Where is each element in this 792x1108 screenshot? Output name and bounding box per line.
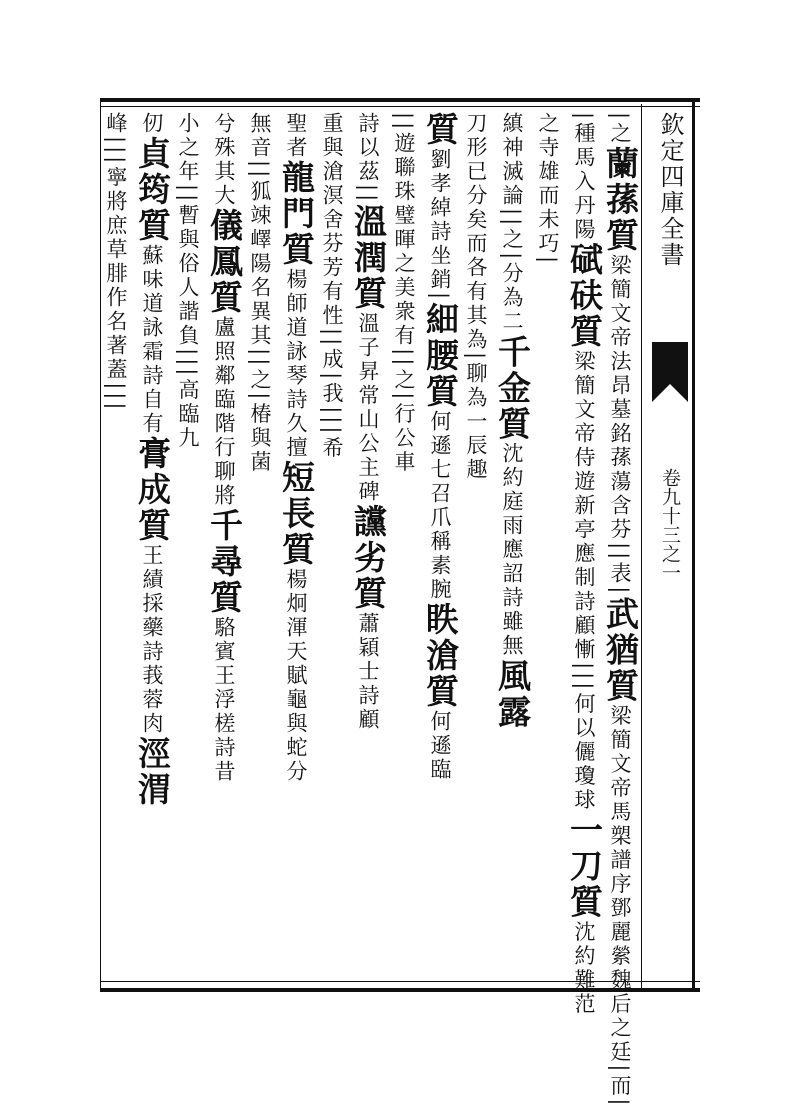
entry-text: 梁簡文帝侍遊新亭應制詩 xyxy=(572,350,596,615)
top-border xyxy=(100,98,700,102)
entry-heading: 質 xyxy=(133,208,172,244)
entry-heading: 質 xyxy=(205,280,244,316)
text-column xyxy=(134,112,170,978)
entry-text: 芬芳有性||成| xyxy=(320,232,344,383)
entry-heading: 儀鳳 xyxy=(205,208,244,280)
entry-heading: 質 xyxy=(421,112,460,148)
entry-text: 縝神滅論||之|分為二 xyxy=(500,112,524,335)
entry-text: 仞 xyxy=(140,112,164,136)
margin-divider xyxy=(641,104,642,988)
entry-heading: 膏成 xyxy=(133,436,172,508)
entry-text: |之 xyxy=(608,112,632,147)
entry-text: 沈約 xyxy=(572,920,596,969)
entry-heading: 質 xyxy=(277,532,316,568)
entry-heading: 龍門 xyxy=(277,160,316,232)
entry-text: 盧照鄰臨階行聊將 xyxy=(212,316,236,508)
entry-text: 駱賓王浮槎詩昔 xyxy=(212,616,236,784)
entry-heading: 質 xyxy=(205,580,244,616)
entry-text: 沈約庭雨應詔詩雖無 xyxy=(500,442,524,659)
entry-heading: 質 xyxy=(493,406,532,443)
entry-text: 梁簡文帝法昂墓銘 xyxy=(608,254,632,447)
text-column xyxy=(350,112,386,978)
entry-text: 顧慚|| xyxy=(572,614,596,683)
entry-heading: 質 xyxy=(349,576,388,613)
entry-text: 之美衆有||之| xyxy=(392,252,416,403)
entry-text: 我|||希 xyxy=(320,382,344,461)
text-column xyxy=(530,112,566,978)
entry-heading: 質 xyxy=(133,508,172,544)
entry-text: 異其||之|椿與菌 xyxy=(248,300,272,475)
entry-heading: 質 xyxy=(277,232,316,268)
entry-text: ||狐竦嶧陽名 xyxy=(248,160,272,301)
text-column xyxy=(565,112,604,1017)
entry-text: 難范 xyxy=(572,968,596,1017)
entry-text: 劉孝綽詩坐銷| xyxy=(428,148,452,303)
entry-heading: 千金 xyxy=(493,334,532,407)
entry-heading: 質 xyxy=(565,884,604,921)
entry-heading: 短長 xyxy=(277,460,316,532)
text-column xyxy=(242,112,278,978)
entry-text: 作名著蓋||| xyxy=(104,286,128,413)
entry-heading: 質 xyxy=(565,314,604,351)
entry-text: 行公車 xyxy=(392,402,416,475)
entry-heading: 蘭蓀 xyxy=(601,146,640,219)
text-column xyxy=(278,112,314,978)
entry-text: 刀形已分矣而各有其為 xyxy=(464,112,488,352)
entry-text: |||寧將庶草腓 xyxy=(104,136,128,287)
entry-heading: 千尋 xyxy=(205,508,244,580)
entry-text: 蓀蕩含芬||表| xyxy=(608,446,632,597)
entry-text: 溫子昇常山公主碑 xyxy=(356,312,380,505)
entry-text: |種馬入丹陽 xyxy=(572,112,596,243)
entry-text: 王績採藥詩莪蓉肉 xyxy=(140,544,164,736)
entry-heading: 質 xyxy=(349,276,388,313)
entry-heading: 風露 xyxy=(493,658,532,731)
entry-heading: 質 xyxy=(421,674,460,711)
entry-text: 蘇味道詠霜詩自有 xyxy=(140,244,164,436)
text-column xyxy=(206,112,242,978)
entry-heading: 讜劣 xyxy=(349,504,388,577)
entry-text: 何遜七召爪稱素腕 xyxy=(428,410,452,603)
entry-text: | xyxy=(536,256,560,267)
entry-text: 重與滄溟舍 xyxy=(320,112,344,232)
entry-text: |聊為一辰趣 xyxy=(464,352,488,483)
entry-text: 之寺雄而未巧 xyxy=(536,112,560,256)
entry-heading: 涇渭 xyxy=(133,736,172,808)
entry-heading: 一刀 xyxy=(565,812,604,885)
entry-text: 小之年 xyxy=(176,112,200,184)
entry-heading: 武猶質 xyxy=(601,596,640,705)
entry-text: 楊師道詠琴詩久擅 xyxy=(284,268,308,460)
entry-heading: 碔砆 xyxy=(565,242,604,315)
volume-label: 卷九十三之一 xyxy=(659,468,681,582)
entry-text: ||暫與俗人諧 xyxy=(176,184,200,325)
entry-heading: 質 xyxy=(601,218,640,255)
text-column xyxy=(494,112,530,978)
right-border xyxy=(692,100,695,990)
book-title: 欽定四庫全書 xyxy=(656,112,684,268)
top-border-thin xyxy=(100,106,700,107)
text-column xyxy=(422,112,458,978)
entry-heading: 細腰 xyxy=(421,302,460,375)
text-columns xyxy=(104,112,640,1108)
text-column xyxy=(170,112,206,978)
entry-text: |何以儷瓊球 xyxy=(572,682,596,813)
entry-text: 峰 xyxy=(104,112,128,136)
entry-text: 楊炯渾天賦龜與蛇分 xyxy=(284,568,308,784)
entry-text: 兮殊其大 xyxy=(212,112,236,208)
entry-text: 何遜臨 xyxy=(428,710,452,783)
entry-text: ||遊聯珠璧暉 xyxy=(392,112,416,253)
entry-text: 負|||高臨九 xyxy=(176,324,200,451)
entry-text: 詩以茲|| xyxy=(356,112,380,205)
text-column xyxy=(458,112,494,978)
entry-heading: 溫潤 xyxy=(349,204,388,277)
fishtail-mark-icon xyxy=(652,342,688,402)
text-column xyxy=(386,112,422,978)
entry-heading: 貞筠 xyxy=(133,136,172,208)
entry-text: 無音 xyxy=(248,112,272,160)
entry-text: 蕭穎士詩顧 xyxy=(356,612,380,733)
text-column xyxy=(314,112,350,978)
text-column xyxy=(98,112,134,978)
entry-heading: 眣滄 xyxy=(421,602,460,675)
entry-heading: 質 xyxy=(421,374,460,411)
entry-text: 梁簡文帝馬槊譜序鄧 xyxy=(608,704,632,921)
entry-text: 麗縈魏后之廷|而| xyxy=(608,920,632,1108)
text-column xyxy=(601,112,640,1108)
entry-text: 聖者 xyxy=(284,112,308,160)
